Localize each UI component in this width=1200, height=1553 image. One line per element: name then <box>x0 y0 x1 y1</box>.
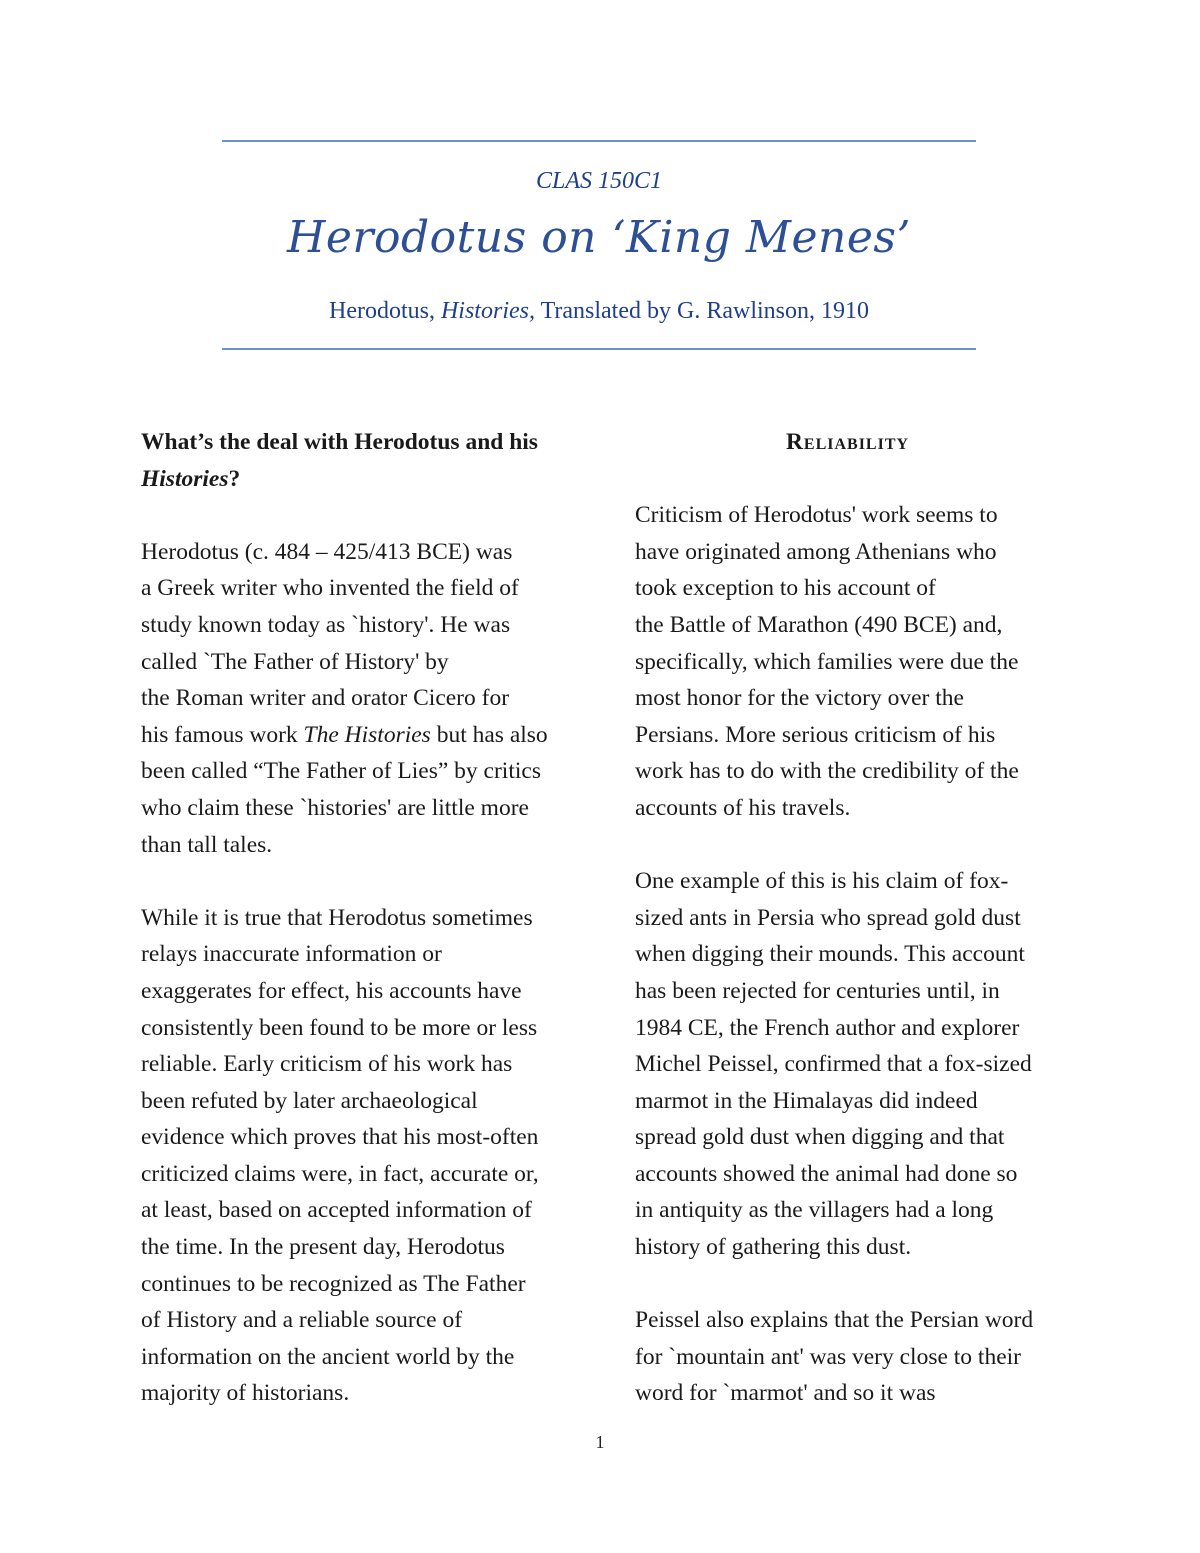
right-paragraph-1 <box>635 497 1060 826</box>
text-line: relays inaccurate information or <box>141 941 442 968</box>
text-line: the time. In the present day, Herodotus <box>141 1234 505 1261</box>
text-line: who claim these `histories' are little more <box>141 794 529 821</box>
text-line: study known today as `history'. He was <box>141 611 511 638</box>
text-line: the Roman writer and orator Cicero for <box>141 685 510 712</box>
right-column <box>635 424 1060 1412</box>
text-line: While it is true that Herodotus sometimes <box>141 904 533 931</box>
text-line: continues to be recognized as The Father <box>141 1270 526 1297</box>
text-line: called `The Father of History' by <box>141 648 449 675</box>
text-line: marmot in the Himalayas did indeed <box>635 1087 978 1114</box>
text-segment: his famous work <box>141 721 304 748</box>
text-line: information on the ancient world by the <box>141 1343 515 1370</box>
page-number: 1 <box>595 1432 605 1452</box>
course-code: CLAS 150C1 <box>535 168 663 194</box>
text-line: Persians. More serious criticism of his <box>635 721 996 748</box>
text-line: Peissel also explains that the Persian word <box>635 1307 1034 1334</box>
text-line: Michel Peissel, confirmed that a fox-sized <box>635 1051 1032 1078</box>
page-subtitle <box>222 298 976 325</box>
page-title: Herodotus on ‘King Menes’ <box>287 212 911 263</box>
text-line: at least, based on accepted information of <box>141 1197 532 1224</box>
right-paragraph-3 <box>635 1302 1060 1412</box>
subtitle-author: Herodotus, <box>328 298 435 324</box>
text-line: for `mountain ant' was very close to their <box>635 1343 1021 1370</box>
text-segment: but has also <box>430 721 548 748</box>
text-line: have originated among Athenians who <box>635 538 997 565</box>
text-line: been called “The Father of Lies” by critics <box>141 758 541 785</box>
text-line: in antiquity as the villagers had a long <box>635 1197 994 1224</box>
left-heading-line: What’s the deal with Herodotus and his <box>141 429 538 455</box>
text-line: history of gathering this dust. <box>635 1234 912 1261</box>
subtitle-rest: Translated by G. Rawlinson, 1910 <box>540 298 870 324</box>
text-line: One example of this is his claim of fox- <box>635 868 1009 895</box>
text-line: than tall tales. <box>141 831 273 858</box>
text-line: evidence which proves that his most-often <box>141 1124 539 1151</box>
text-line: spread gold dust when digging and that <box>635 1124 1005 1151</box>
text-line: criticized claims were, in fact, accurate or, <box>141 1160 539 1187</box>
text-line: Herodotus (c. 484 – 425/413 BCE) was <box>141 538 513 565</box>
subtitle-work: Histories, <box>440 298 535 324</box>
left-heading <box>141 424 571 497</box>
text-line: most honor for the victory over the <box>635 685 964 712</box>
text-line: when digging their mounds. This account <box>635 941 1025 968</box>
text-line: sized ants in Persia who spread gold dust <box>635 904 1021 931</box>
section-heading-reliability: Reliability <box>785 429 910 455</box>
text-line: of History and a reliable source of <box>141 1307 463 1334</box>
text-line: accounts of his travels. <box>635 794 851 821</box>
text-line: a Greek writer who invented the field of <box>141 575 519 602</box>
text-line: exaggerates for effect, his accounts have <box>141 977 522 1004</box>
text-line: work has to do with the credibility of the <box>635 758 1019 785</box>
left-paragraph-1 <box>141 534 571 863</box>
left-paragraph-2 <box>141 900 571 1412</box>
left-heading-italic: Histories <box>141 465 229 492</box>
text-line: specifically, which families were due the <box>635 648 1019 675</box>
text-italic: The Histories <box>303 721 431 748</box>
text-line: consistently been found to be more or less <box>141 1014 538 1041</box>
right-paragraph-2 <box>635 863 1060 1266</box>
left-heading-line <box>141 461 571 498</box>
text-line: the Battle of Marathon (490 BCE) and, <box>635 611 1003 638</box>
text-line: word for `marmot' and so it was <box>635 1380 936 1407</box>
text-line: accounts showed the animal had done so <box>635 1160 1018 1187</box>
left-heading-tail: ? <box>228 465 241 492</box>
text-line: reliable. Early criticism of his work has <box>141 1051 513 1078</box>
text-line: took exception to his account of <box>635 575 936 602</box>
left-column <box>141 424 571 1412</box>
header-bottom-rule <box>222 348 976 350</box>
text-line: has been rejected for centuries until, in <box>635 977 1000 1004</box>
text-line: majority of historians. <box>141 1380 350 1407</box>
text-line: been refuted by later archaeological <box>141 1087 478 1114</box>
text-line <box>141 717 571 754</box>
text-line: Criticism of Herodotus' work seems to <box>635 502 998 529</box>
text-line: 1984 CE, the French author and explorer <box>635 1014 1020 1041</box>
header-top-rule <box>222 140 976 142</box>
